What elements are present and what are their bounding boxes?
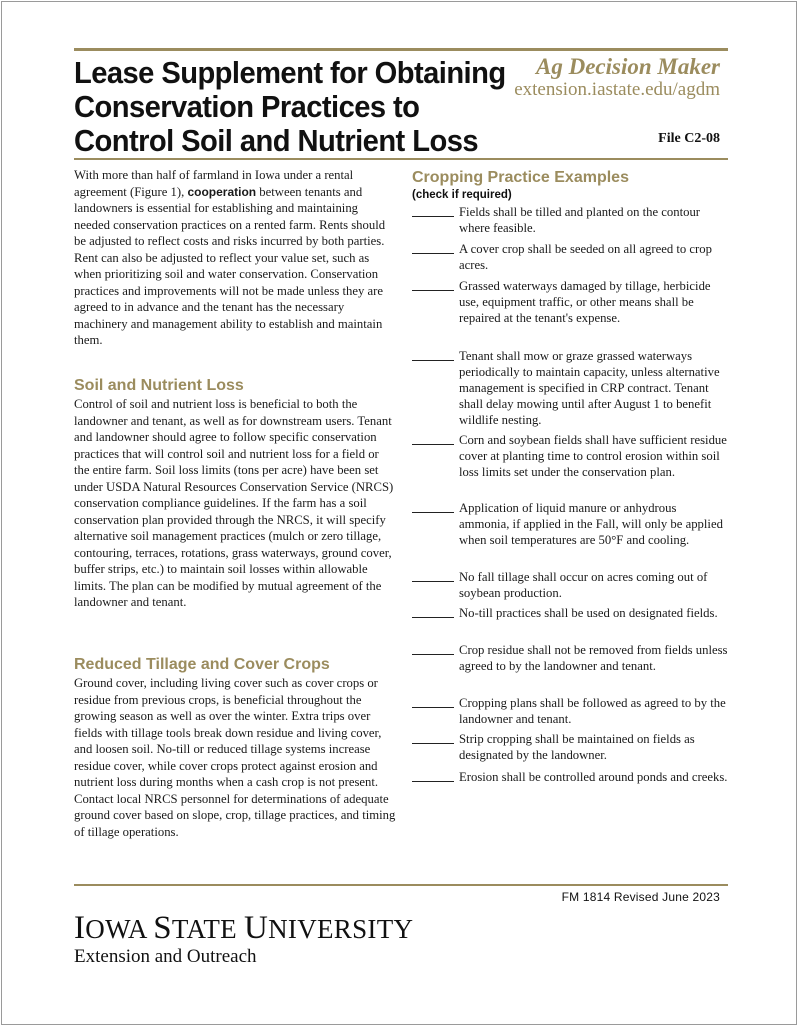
list-item: Tenant shall mow or graze grassed waterways periodically to maintain capacity, unless alternative management is specified in CRP contract. Tenant shall delay mowing until after August 1 to benefit wildlife nesting. bbox=[412, 348, 728, 428]
list-item: Corn and soybean fields shall have sufficient residue cover at planting time to control erosion within soil loss limits set under the conservation plan. bbox=[412, 432, 728, 480]
section-body: Control of soil and nutrient loss is beneficial to both the landowner and tenant, as well as for downstream users. Tenant and landowner should agree to follow specific conservation practices that will control soil and nutrient loss for a field or the entire farm. Soil loss limits (tons per acre) have been set under USDA Natural Resources Conservation Service (NRCS) conservation compliance guidelines. If the farm has a soil conservation plan provided through the NRCS, it will specify alternative soil management practices (mulch or zero tillage, contouring, terraces, rotations, grass waterways, ground cover, buffer strips, etc.) to maintain soil losses within allowable limits. The plan can be modified by mutual agreement of the landowner and tenant. bbox=[74, 397, 394, 609]
check-blank[interactable] bbox=[412, 707, 454, 708]
section-heading: Soil and Nutrient Loss bbox=[74, 377, 244, 394]
document-page bbox=[1, 1, 797, 1025]
list-item: No fall tillage shall occur on acres coming out of soybean production. bbox=[412, 569, 728, 601]
list-item: Cropping plans shall be followed as agreed to by the landowner and tenant. bbox=[412, 695, 728, 727]
top-rule bbox=[74, 48, 728, 51]
soil-loss-section bbox=[74, 376, 396, 611]
university-logo bbox=[74, 910, 414, 968]
right-column bbox=[412, 168, 728, 784]
list-item: No-till practices shall be used on designated fields. bbox=[412, 605, 728, 621]
title-line: Control Soil and Nutrient Loss bbox=[74, 123, 478, 158]
university-subunit: Extension and Outreach bbox=[74, 946, 257, 967]
brand-name: Ag Decision Maker bbox=[536, 54, 720, 79]
check-blank[interactable] bbox=[412, 444, 454, 445]
list-item: Fields shall be tilled and planted on the contour where feasible. bbox=[412, 204, 728, 236]
list-item: Erosion shall be controlled around ponds and creeks. bbox=[412, 769, 728, 785]
title-line: Conservation Practices to bbox=[74, 89, 420, 124]
file-number: File C2-08 bbox=[658, 131, 720, 146]
brand-url[interactable]: extension.iastate.edu/agdm bbox=[514, 79, 720, 100]
check-blank[interactable] bbox=[412, 617, 454, 618]
check-blank[interactable] bbox=[412, 781, 454, 782]
left-column bbox=[74, 167, 396, 839]
header-rule bbox=[74, 158, 728, 160]
check-blank[interactable] bbox=[412, 253, 454, 254]
list-item: Application of liquid manure or anhydrous ammonia, if applied in the Fall, will only be applied when soil temperatures are 50°F and cooling. bbox=[412, 500, 728, 548]
section-heading: Reduced Tillage and Cover Crops bbox=[74, 656, 330, 673]
section-body: Ground cover, including living cover such as cover crops or residue from previous crops, is beneficial throughout the growing season as well as over the winter. Extra trips over fields with tillage tools break down residue and living cover, and loosen soil. No-till or reduced tillage systems increase residue cover, while cover crops protect against erosion and nutrient loss during months when a cash crop is not present. Contact local NRCS personnel for determinations of adequate ground cover based on slope, crop, tillage practices, and timing of tillage operations. bbox=[74, 676, 396, 839]
brand-block bbox=[514, 55, 720, 100]
list-item: Grassed waterways damaged by tillage, herbicide use, equipment traffic, or other means shall be repaired at the tenant's expense. bbox=[412, 278, 728, 326]
title-line: Lease Supplement for Obtaining bbox=[74, 55, 506, 90]
section-heading: Cropping Practice Examples bbox=[412, 169, 629, 186]
tillage-section bbox=[74, 655, 396, 840]
check-blank[interactable] bbox=[412, 581, 454, 582]
page-title bbox=[74, 56, 506, 158]
list-item: Crop residue shall not be removed from fields unless agreed to by the landowner and tenant. bbox=[412, 642, 728, 674]
publication-code: FM 1814 Revised June 2023 bbox=[561, 890, 720, 904]
check-blank[interactable] bbox=[412, 512, 454, 513]
intro-paragraph: With more than half of farmland in Iowa under a rental agreement (Figure 1), cooperation between tenants and landowners is essential for establishing and maintaining needed conservation practices on a rented farm. Rents should be adjusted to reflect costs and risks incurred by both parties. Rent can also be adjusted to reflect your value set, such as when prioritizing soil and water conservation. Conservation practices and improvements will not be made unless they are agreed to in advance and the tenant has the necessary machinery and management ability to establish and maintain them. bbox=[74, 168, 386, 347]
check-note: (check if required) bbox=[412, 189, 512, 201]
check-blank[interactable] bbox=[412, 743, 454, 744]
check-blank[interactable] bbox=[412, 216, 454, 217]
list-item: A cover crop shall be seeded on all agreed to crop acres. bbox=[412, 241, 728, 273]
emphasis-text: cooperation bbox=[187, 184, 257, 199]
footer-rule bbox=[74, 884, 728, 886]
list-item: Strip cropping shall be maintained on fields as designated by the landowner. bbox=[412, 731, 728, 763]
university-wordmark: IOWA STATE UNIVERSITY bbox=[74, 910, 414, 946]
check-blank[interactable] bbox=[412, 360, 454, 361]
check-blank[interactable] bbox=[412, 290, 454, 291]
check-blank[interactable] bbox=[412, 654, 454, 655]
